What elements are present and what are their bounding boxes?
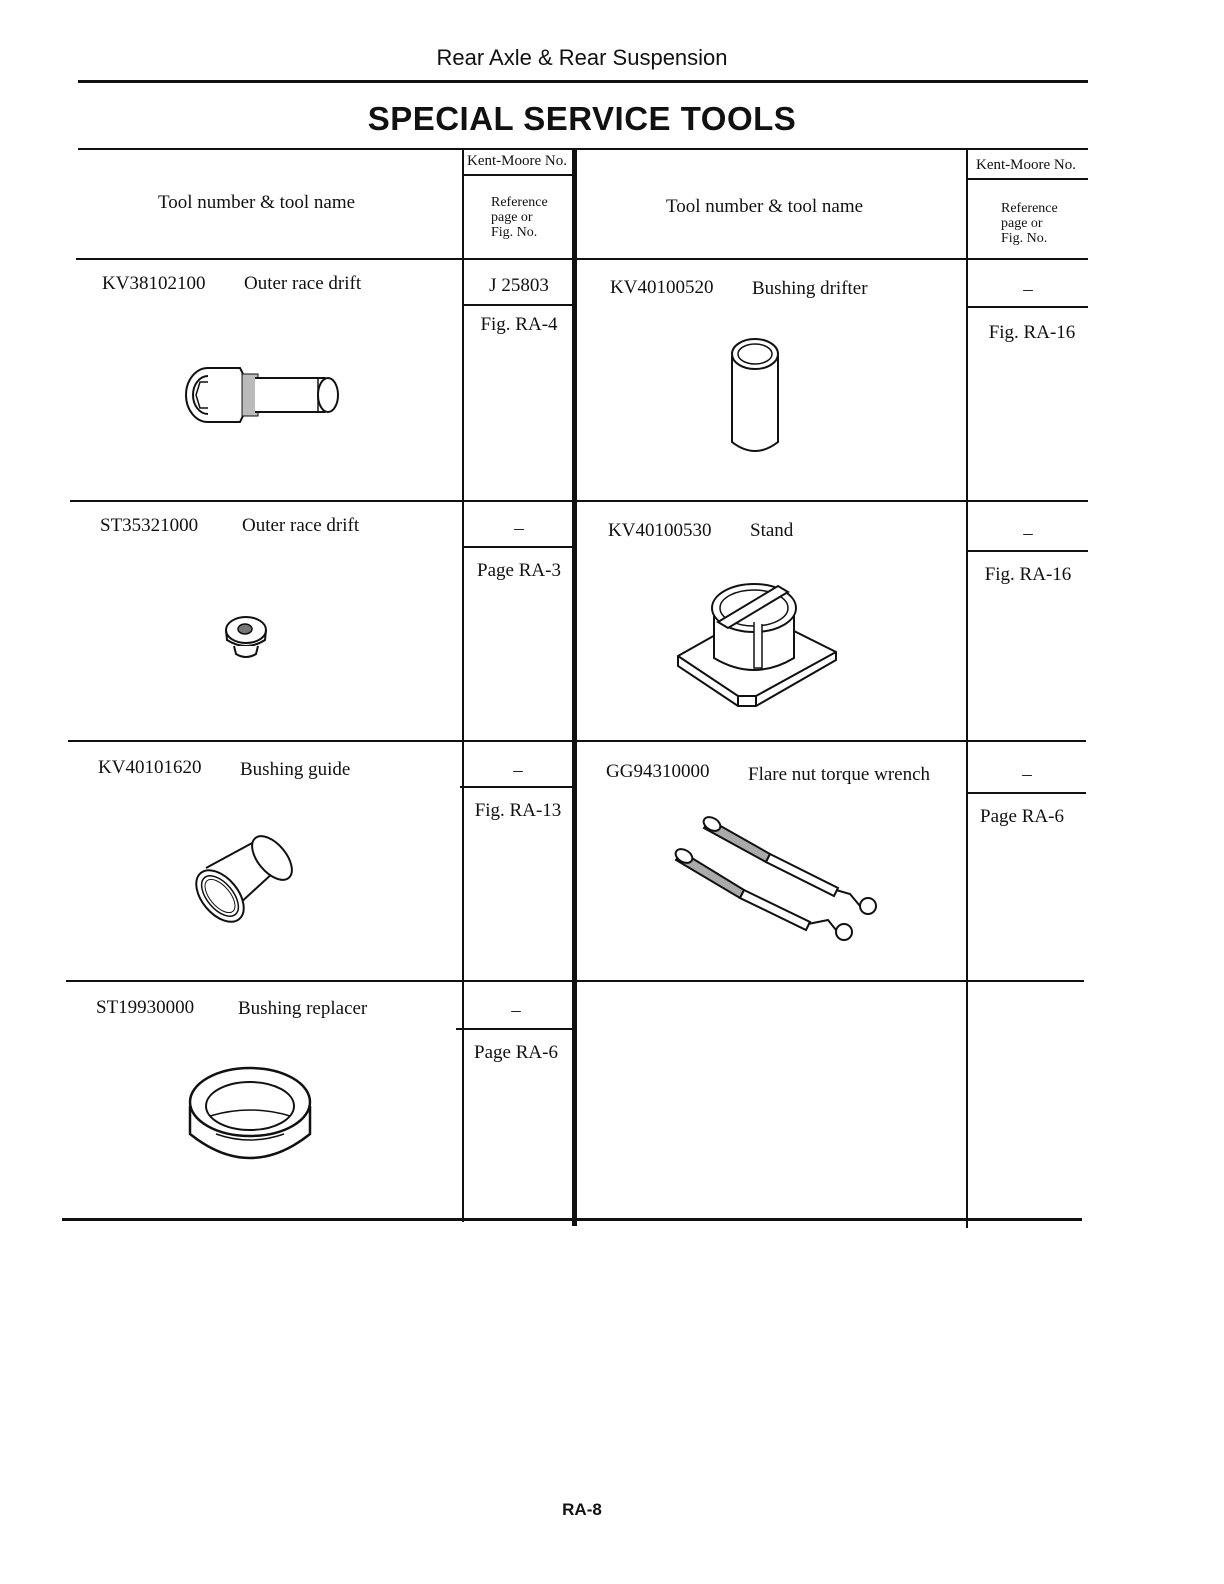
reference-value: Fig. RA-4 bbox=[480, 314, 558, 335]
kent-moore-number: – bbox=[511, 1000, 521, 1021]
tool-name: Bushing replacer bbox=[238, 998, 368, 1019]
page-number: RA-8 bbox=[562, 1500, 602, 1519]
reference-value: Page RA-3 bbox=[477, 560, 561, 581]
tool-name: Bushing guide bbox=[240, 759, 351, 780]
tool-number: KV40100520 bbox=[610, 277, 714, 298]
column-header-tool-right: Tool number & tool name bbox=[666, 196, 864, 217]
section-header: Rear Axle & Rear Suspension bbox=[436, 45, 728, 70]
kent-moore-number: – bbox=[1022, 764, 1032, 785]
bushing-replacer-icon bbox=[186, 1064, 314, 1174]
column-header-tool-left: Tool number & tool name bbox=[158, 192, 356, 213]
outer-race-drift-small-icon bbox=[224, 614, 270, 662]
tool-name: Stand bbox=[750, 520, 794, 541]
outer-race-drift-long-icon bbox=[180, 360, 360, 430]
column-header-reference-right: Reference page or Fig. No. bbox=[1001, 201, 1058, 246]
stand-icon bbox=[674, 578, 840, 708]
tool-number: KV38102100 bbox=[102, 273, 206, 294]
tool-name: Flare nut torque wrench bbox=[748, 764, 931, 785]
reference-value: Fig. RA-16 bbox=[984, 564, 1072, 585]
column-header-kent-moore-left: Kent-Moore No. bbox=[467, 153, 567, 169]
bushing-drifter-icon bbox=[726, 336, 784, 460]
flare-nut-torque-wrench-icon bbox=[670, 810, 890, 950]
reference-value: Page RA-6 bbox=[474, 1042, 558, 1063]
reference-value: Page RA-6 bbox=[980, 806, 1064, 827]
tool-name: Bushing drifter bbox=[752, 278, 868, 299]
reference-value: Fig. RA-16 bbox=[988, 322, 1076, 343]
tool-number: GG94310000 bbox=[606, 761, 710, 782]
kent-moore-number: – bbox=[1023, 523, 1033, 544]
page-title: SPECIAL SERVICE TOOLS bbox=[367, 100, 797, 137]
header-rule bbox=[78, 80, 1088, 83]
tool-name: Outer race drift bbox=[244, 273, 362, 294]
kent-moore-number: – bbox=[513, 760, 523, 781]
tool-number: ST19930000 bbox=[96, 997, 195, 1018]
reference-value: Fig. RA-13 bbox=[474, 800, 562, 821]
column-header-kent-moore-right: Kent-Moore No. bbox=[976, 157, 1076, 173]
tool-number: KV40100530 bbox=[608, 520, 712, 541]
kent-moore-number: – bbox=[1023, 279, 1033, 300]
tool-number: ST35321000 bbox=[100, 515, 199, 536]
table-top-rule bbox=[78, 148, 1088, 150]
kent-moore-number: J 25803 bbox=[489, 275, 549, 296]
kent-moore-number: – bbox=[514, 518, 524, 539]
tool-name: Outer race drift bbox=[242, 515, 360, 536]
column-header-reference-left: Reference page or Fig. No. bbox=[491, 195, 548, 240]
tool-number: KV40101620 bbox=[98, 757, 202, 778]
bushing-guide-icon bbox=[196, 838, 294, 930]
